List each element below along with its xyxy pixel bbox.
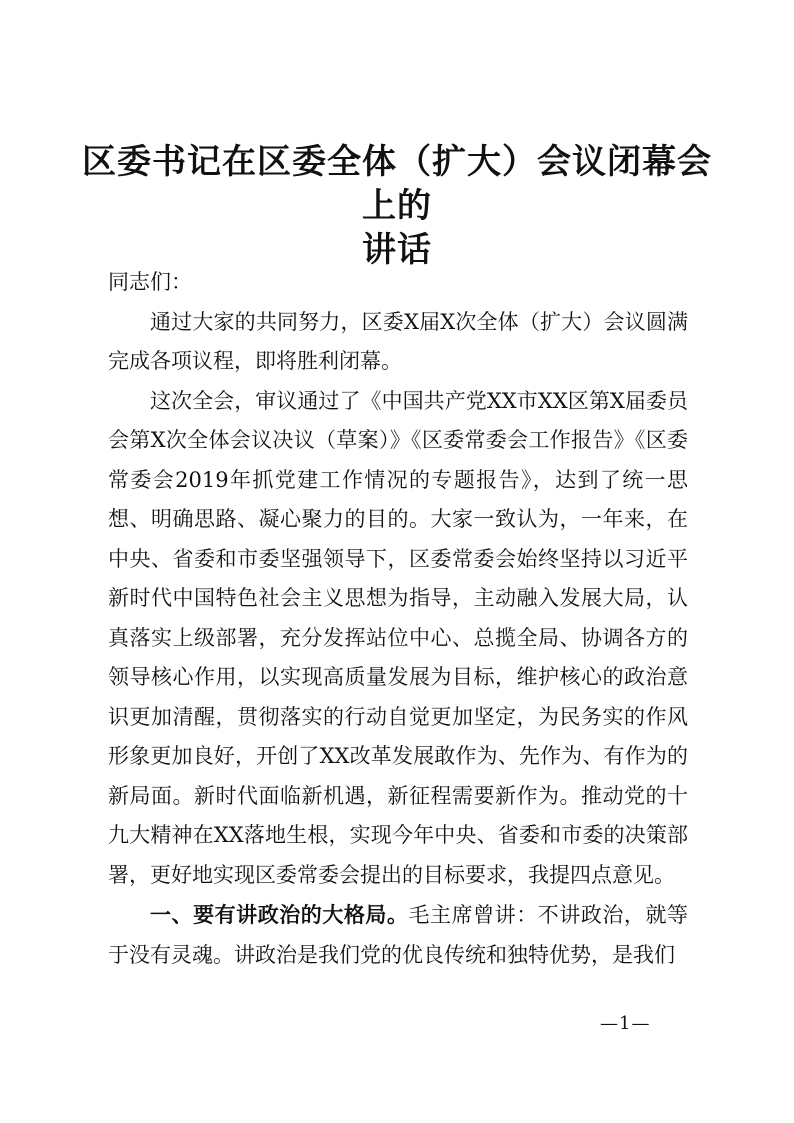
section-heading-1: 一、要有讲政治的大格局。 bbox=[150, 902, 409, 927]
title-line-1: 区委书记在区委全体（扩大）会议闭幕会上的 bbox=[82, 142, 712, 226]
salutation: 同志们： bbox=[108, 270, 192, 294]
paragraph-1: 通过大家的共同努力，区委X届X次全体（扩大）会议圆满完成各项议程，即将胜利闭幕。 bbox=[108, 309, 688, 373]
paragraph-3 bbox=[108, 895, 688, 975]
paragraph-2: 这次全会，审议通过了《中国共产党XX市XX区第X届委员会第X次全体会议决议（草案）》《区委常委会工作报告》《区委常委会2019年抓党建工作情况的专题报告》，达到了统一思想、明确思路、凝心聚力的目的。大家一致认为，一年来，在中央、省委和市委坚强领导下，区委常委会始终坚持以习近平新时代中国特色社会主义思想为指导，主动融入发展大局，认真落实上级部署，充分发挥站位中心、总揽全局、协调各方的领导核心作用，以实现高质量发展为目标，维护核心的政治意识更加清醒，贯彻落实的行动自觉更加坚定，为民务实的作风形象更加良好，开创了XX改革发展敢作为、先作为、有作为的新局面。新时代面临新机遇，新征程需要新作为。推动党的十九大精神在XX落地生根，实现今年中央、省委和市委的决策部署，更好地实现区委常委会提出的目标要求，我提四点意见。 bbox=[108, 388, 688, 887]
section-1-text: 毛主席曾讲：不讲政治，就等于没有灵魂。讲政治是我们党的优良传统和独特优势，是我们 bbox=[108, 903, 688, 967]
document-body bbox=[108, 263, 688, 975]
document-title bbox=[80, 140, 714, 272]
title-line-2: 讲话 bbox=[362, 230, 432, 270]
page-number: —1— bbox=[600, 1013, 651, 1034]
